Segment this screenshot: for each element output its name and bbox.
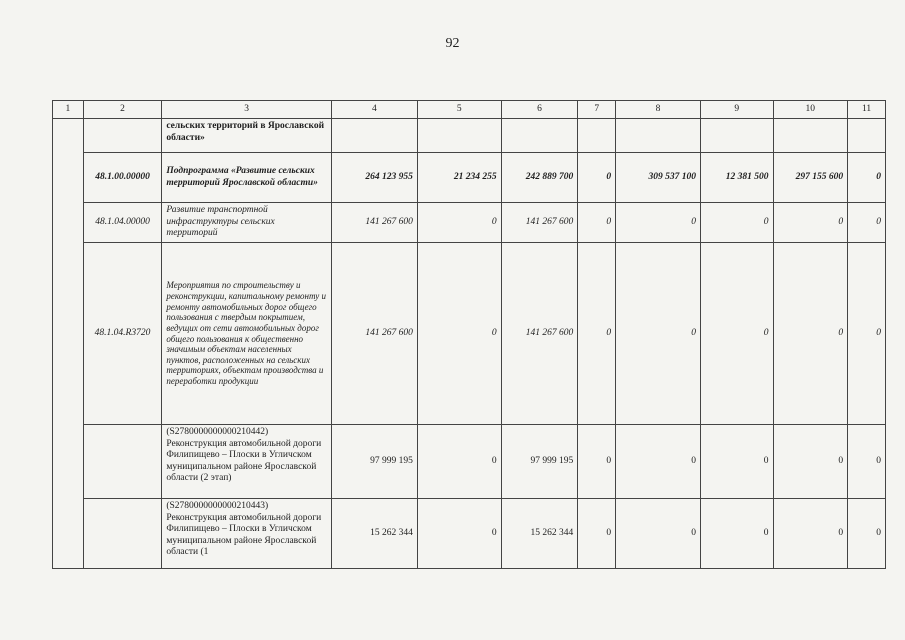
value-cell: 0 [848,425,886,499]
column-header: 2 [83,101,162,119]
value-cell: 0 [417,243,501,425]
table-row [53,203,886,243]
column-header: 4 [332,101,418,119]
name-cell: Мероприятия по строительству и реконструкции, капитальному ремонту и ремонту автомобильных дорог общего пользования с твердым покрытием, ведущих от сети автомобильных дорог общего пользования к общественно значимым объектам населенных пунктов, расположенных на сельских территориях, объектам производства и переработки продукции [162,243,332,425]
value-cell: 0 [773,425,848,499]
code-cell [83,499,162,569]
value-cell: 21 234 255 [417,153,501,203]
code-cell [83,119,162,153]
value-cell: 0 [773,243,848,425]
value-cell: 141 267 600 [501,243,578,425]
value-cell: 0 [616,203,701,243]
header-row [53,101,886,119]
code-cell: 48.1.04.00000 [83,203,162,243]
value-cell: 242 889 700 [501,153,578,203]
value-cell: 0 [616,425,701,499]
value-cell: 297 155 600 [773,153,848,203]
value-cell [616,119,701,153]
value-cell: 0 [700,425,773,499]
column-header: 10 [773,101,848,119]
value-cell: 0 [700,499,773,569]
code-cell: 48.1.04.R3720 [83,243,162,425]
value-cell: 0 [578,203,616,243]
value-cell: 0 [578,153,616,203]
column-header: 7 [578,101,616,119]
name-cell: Подпрограмма «Развитие сельских территорий Ярославской области» [162,153,332,203]
value-cell: 0 [616,243,701,425]
name-cell: (S2780000000000210443) Реконструкция автомобильной дороги Филипищево – Плоски в Угличском муниципальном районе Ярославской области (1 [162,499,332,569]
table-row [53,499,886,569]
value-cell: 0 [417,425,501,499]
name-cell: (S2780000000000210442) Реконструкция автомобильной дороги Филипищево – Плоски в Угличском муниципальном районе Ярославской области (2 этап) [162,425,332,499]
code-cell [83,425,162,499]
value-cell: 0 [578,243,616,425]
code-cell: 48.1.00.00000 [83,153,162,203]
value-cell: 0 [848,153,886,203]
value-cell: 0 [848,243,886,425]
value-cell: 141 267 600 [332,243,418,425]
value-cell [332,119,418,153]
name-cell: Развитие транспортной инфраструктуры сельских территорий [162,203,332,243]
value-cell [501,119,578,153]
value-cell: 0 [578,425,616,499]
value-cell: 141 267 600 [332,203,418,243]
value-cell: 15 262 344 [332,499,418,569]
value-cell: 0 [773,499,848,569]
value-cell: 264 123 955 [332,153,418,203]
value-cell: 0 [417,203,501,243]
value-cell: 141 267 600 [501,203,578,243]
value-cell: 0 [848,499,886,569]
value-cell: 0 [578,499,616,569]
value-cell: 0 [700,243,773,425]
column-header: 8 [616,101,701,119]
value-cell: 309 537 100 [616,153,701,203]
table-row [53,243,886,425]
value-cell: 15 262 344 [501,499,578,569]
budget-table [52,100,886,569]
value-cell [417,119,501,153]
value-cell: 0 [773,203,848,243]
value-cell: 0 [700,203,773,243]
table-row [53,153,886,203]
column-header: 1 [53,101,84,119]
value-cell [773,119,848,153]
value-cell: 12 381 500 [700,153,773,203]
value-cell [578,119,616,153]
table-row [53,425,886,499]
row-index-cell [53,119,84,569]
column-header: 3 [162,101,332,119]
value-cell: 97 999 195 [332,425,418,499]
page-number: 92 [445,36,460,51]
value-cell: 0 [616,499,701,569]
name-cell: сельских территорий в Ярославской области» [162,119,332,153]
column-header: 6 [501,101,578,119]
column-header: 9 [700,101,773,119]
value-cell [700,119,773,153]
value-cell: 0 [417,499,501,569]
table-row [53,119,886,153]
column-header: 11 [848,101,886,119]
value-cell: 0 [848,203,886,243]
value-cell: 97 999 195 [501,425,578,499]
column-header: 5 [417,101,501,119]
value-cell [848,119,886,153]
